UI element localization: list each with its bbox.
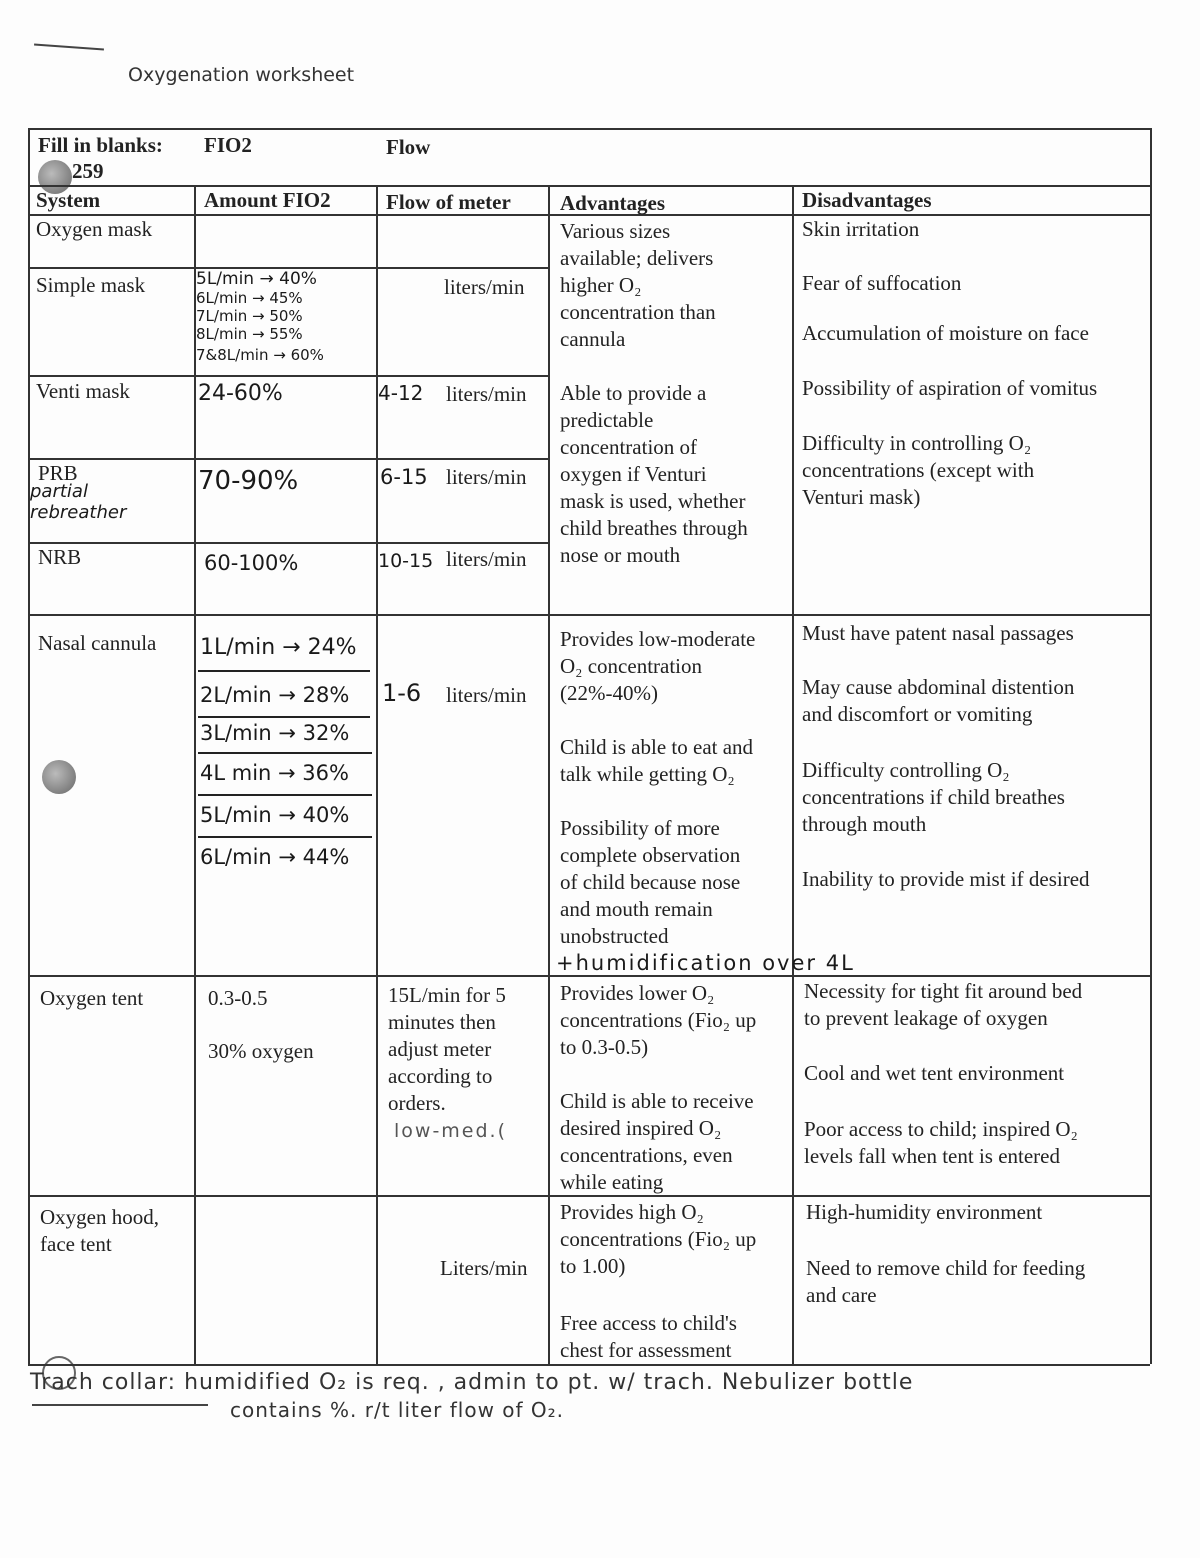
nasal-amount-underline-4 xyxy=(198,794,372,796)
trach-collar-underline xyxy=(32,1404,208,1406)
nasal-adv-7: complete observation xyxy=(560,843,741,867)
nasal-adv-6: Possibility of more xyxy=(560,816,720,840)
system-simple-mask: Simple mask xyxy=(36,273,146,297)
masks-adv-line-1: Various sizes xyxy=(560,219,671,243)
masks-adv-line-10: oxygen if Venturi xyxy=(560,462,707,486)
nasal-amount-underline-1 xyxy=(198,670,370,672)
nasal-amount-underline-3 xyxy=(198,752,372,754)
nasal-adv-1: Provides low-moderate xyxy=(560,627,756,651)
system-nasal-cannula: Nasal cannula xyxy=(38,631,157,655)
system-oxygen-tent: Oxygen tent xyxy=(40,986,144,1010)
nasal-disadv-6: through mouth xyxy=(802,812,927,836)
masks-adv-line-11: mask is used, whether xyxy=(560,489,746,513)
prb-note-1: partial xyxy=(30,481,88,502)
venti-mask-amount: 24-60% xyxy=(198,381,283,406)
tent-adv-4: Child is able to receive xyxy=(560,1089,754,1113)
prb-amount: 70-90% xyxy=(198,466,299,496)
nrb-amount: 60-100% xyxy=(204,551,299,575)
masks-disadv-1: Skin irritation xyxy=(802,217,920,241)
nasal-adv-4: Child is able to eat and xyxy=(560,735,754,759)
masks-adv-line-7: Able to provide a xyxy=(560,381,707,405)
masks-disadv-7: Venturi mask) xyxy=(802,485,921,509)
nrb-flow-hand: 10-15 xyxy=(378,550,434,572)
masks-adv-line-3: higher O₂ xyxy=(560,273,642,297)
masks-disadv-3: Accumulation of moisture on face xyxy=(802,321,1089,345)
nasal-amount-1: 1L/min → 24% xyxy=(200,635,357,660)
hood-adv-4: Free access to child's xyxy=(560,1311,737,1335)
masks-adv-line-8: predictable xyxy=(560,408,654,432)
simple-mask-amount-4: 8L/min → 55% xyxy=(196,325,303,343)
header-disadvantages: Disadvantages xyxy=(802,188,932,212)
tent-adv-7: while eating xyxy=(560,1170,664,1194)
tent-disadv-1: Necessity for tight fit around bed xyxy=(804,979,1083,1003)
nasal-amount-2: 2L/min → 28% xyxy=(200,683,350,707)
simple-mask-flow: liters/min xyxy=(444,275,525,299)
pen-mark xyxy=(34,44,104,51)
hood-adv-3: to 1.00) xyxy=(560,1254,626,1278)
nasal-adv-8: of child because nose xyxy=(560,870,741,894)
masks-adv-line-12: child breathes through xyxy=(560,516,748,540)
header-amount-fio2: Amount FIO2 xyxy=(204,188,331,212)
tent-disadv-3: Cool and wet tent environment xyxy=(804,1061,1065,1085)
tent-flow-1: 15L/min for 5 xyxy=(388,983,506,1007)
tent-flow-5: orders. xyxy=(388,1091,446,1115)
masks-adv-line-4: concentration than xyxy=(560,300,716,324)
masks-adv-line-5: cannula xyxy=(560,327,626,351)
nasal-disadv-4: Difficulty controlling O₂ xyxy=(802,758,1010,782)
hood-adv-1: Provides high O₂ xyxy=(560,1200,704,1224)
fill-in-blanks-label: Fill in blanks: xyxy=(38,133,163,157)
system-oxygen-hood-2: face tent xyxy=(40,1232,112,1256)
prb-flow: liters/min xyxy=(446,465,527,489)
tent-amount-2: 30% oxygen xyxy=(208,1039,314,1063)
masks-disadv-6: concentrations (except with xyxy=(802,458,1035,482)
nasal-amount-underline-2 xyxy=(198,716,370,718)
nasal-amount-3: 3L/min → 32% xyxy=(200,721,350,745)
worksheet-title: Oxygenation worksheet xyxy=(128,64,355,86)
tent-amount-1: 0.3-0.5 xyxy=(208,986,268,1010)
masks-disadv-5: Difficulty in controlling O₂ xyxy=(802,431,1032,455)
tent-flow-note: low-med.( xyxy=(394,1120,508,1142)
nasal-disadv-3: and discomfort or vomiting xyxy=(802,702,1033,726)
system-oxygen-hood-1: Oxygen hood, xyxy=(40,1205,159,1229)
masks-adv-line-9: concentration of xyxy=(560,435,698,459)
trach-collar-note-line-1: Trach collar: humidified O₂ is req. , admin to pt. w/ trach. Nebulizer bottle xyxy=(30,1370,914,1395)
masks-disadv-4: Possibility of aspiration of vomitus xyxy=(802,376,1098,400)
venti-mask-flow: liters/min xyxy=(446,382,527,406)
nasal-adv-9: and mouth remain xyxy=(560,897,713,921)
fio2-label: FIO2 xyxy=(204,133,252,157)
tent-adv-5: desired inspired O₂ xyxy=(560,1116,722,1140)
system-oxygen-mask: Oxygen mask xyxy=(36,217,153,241)
tent-disadv-2: to prevent leakage of oxygen xyxy=(804,1006,1048,1030)
masks-adv-line-13: nose or mouth xyxy=(560,543,681,567)
trach-collar-note-line-2: contains %. r/t liter flow of O₂. xyxy=(230,1398,565,1422)
system-prb: PRB xyxy=(38,461,78,485)
tent-adv-1: Provides lower O₂ xyxy=(560,981,715,1005)
nasal-adv-2: O₂ concentration xyxy=(560,654,703,678)
nasal-adv-5: talk while getting O₂ xyxy=(560,762,735,786)
system-venti-mask: Venti mask xyxy=(36,379,130,403)
tent-flow-4: according to xyxy=(388,1064,493,1088)
flow-label: Flow xyxy=(386,135,431,159)
hood-flow: Liters/min xyxy=(440,1256,528,1280)
nrb-flow: liters/min xyxy=(446,547,527,571)
nasal-humidification-note: +humidification over 4L xyxy=(556,951,855,975)
venti-mask-flow-hand: 4-12 xyxy=(378,381,424,405)
prb-note-2: rebreather xyxy=(30,502,127,523)
tent-adv-6: concentrations, even xyxy=(560,1143,733,1167)
hood-adv-2: concentrations (Fio₂ up xyxy=(560,1227,757,1251)
hood-disadv-1: High-humidity environment xyxy=(806,1200,1043,1224)
nasal-flow: liters/min xyxy=(446,683,527,707)
simple-mask-amount-3: 7L/min → 50% xyxy=(196,307,303,325)
nasal-amount-underline-5 xyxy=(198,836,372,838)
nasal-adv-10: unobstructed xyxy=(560,924,669,948)
nasal-amount-6: 6L/min → 44% xyxy=(200,845,350,869)
fill-number: 259 xyxy=(72,159,104,183)
header-system: System xyxy=(36,188,101,212)
tent-disadv-4: Poor access to child; inspired O₂ xyxy=(804,1117,1078,1141)
masks-adv-line-2: available; delivers xyxy=(560,246,714,270)
simple-mask-amount-5: 7&8L/min → 60% xyxy=(196,346,324,364)
nasal-disadv-5: concentrations if child breathes xyxy=(802,785,1065,809)
nasal-amount-5: 5L/min → 40% xyxy=(200,803,350,827)
tent-flow-3: adjust meter xyxy=(388,1037,492,1061)
hood-adv-5: chest for assessment xyxy=(560,1338,732,1362)
system-nrb: NRB xyxy=(38,545,82,569)
nasal-adv-3: (22%-40%) xyxy=(560,681,658,705)
nasal-disadv-2: May cause abdominal distention xyxy=(802,675,1075,699)
tent-disadv-5: levels fall when tent is entered xyxy=(804,1144,1060,1168)
masks-disadv-2: Fear of suffocation xyxy=(802,271,962,295)
nasal-disadv-7: Inability to provide mist if desired xyxy=(802,867,1090,891)
hood-disadv-3: and care xyxy=(806,1283,877,1307)
nasal-amount-4: 4L min → 36% xyxy=(200,761,349,785)
prb-flow-hand: 6-15 xyxy=(380,465,428,489)
nasal-disadv-1: Must have patent nasal passages xyxy=(802,621,1074,645)
tent-adv-2: concentrations (Fio₂ up xyxy=(560,1008,757,1032)
header-flow-of-meter: Flow of meter xyxy=(386,190,511,214)
punch-hole-middle xyxy=(42,760,76,794)
nasal-flow-hand: 1-6 xyxy=(382,679,422,707)
simple-mask-amount-1: 5L/min → 40% xyxy=(196,269,317,289)
hood-disadv-2: Need to remove child for feeding xyxy=(806,1256,1086,1280)
tent-adv-3: to 0.3-0.5) xyxy=(560,1035,649,1059)
tent-flow-2: minutes then xyxy=(388,1010,496,1034)
simple-mask-amount-2: 6L/min → 45% xyxy=(196,289,303,307)
header-advantages: Advantages xyxy=(560,191,666,215)
